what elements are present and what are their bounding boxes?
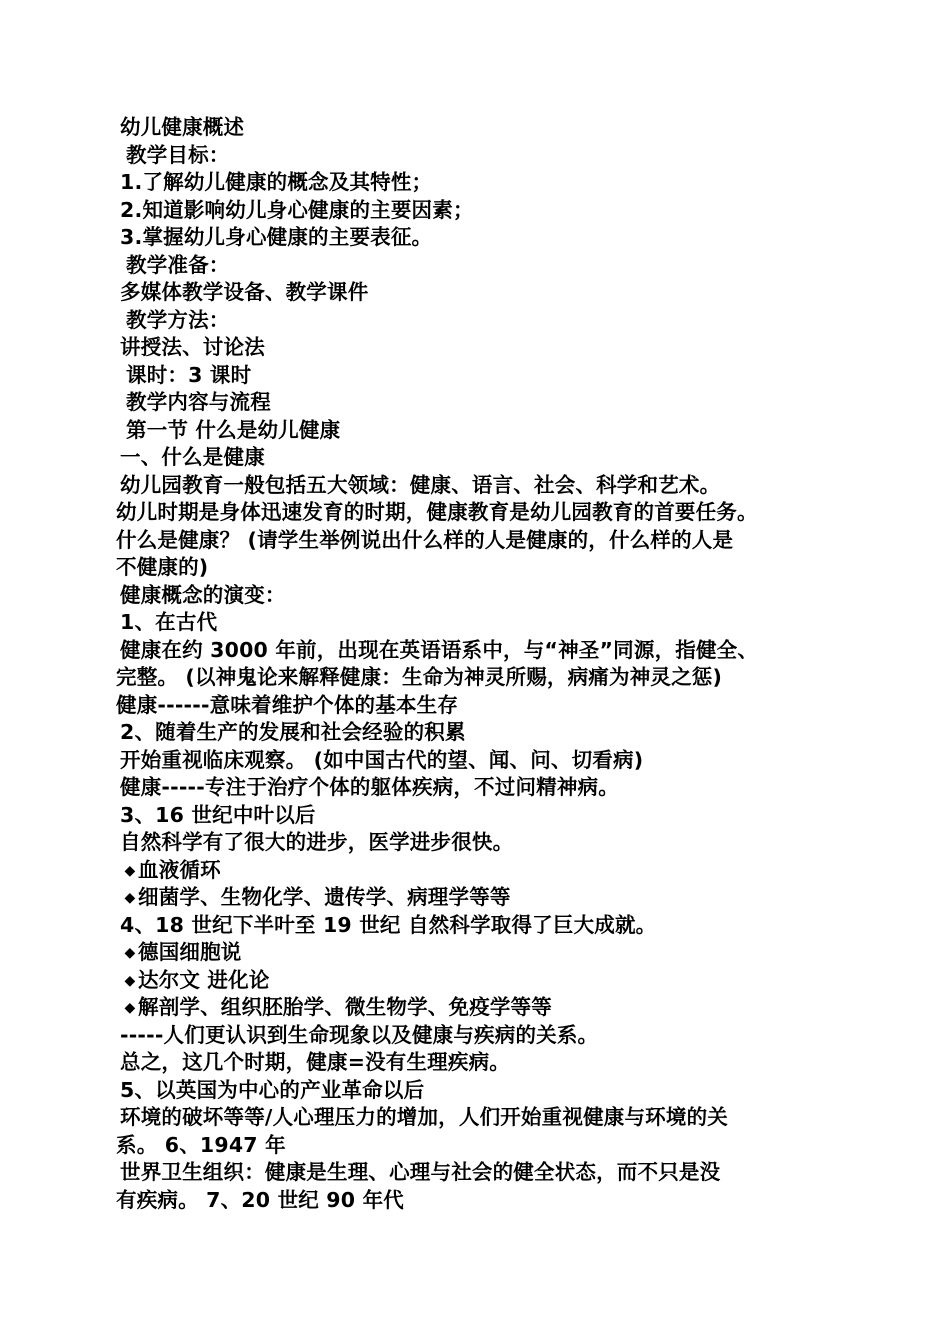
text-line: 课时：3 课时 (126, 362, 252, 387)
text-line: 多媒体教学设备、教学课件 (120, 280, 369, 304)
text-line: 健康------意味着维护个体的基本生存 (116, 692, 459, 717)
text-line: 讲授法、讨论法 (120, 335, 265, 359)
text-line: 3、16 世纪中叶以后 (120, 802, 316, 827)
text-line: 教学目标： (126, 142, 230, 167)
text-line: 教学方法： (126, 307, 230, 332)
text-line: 4、18 世纪下半叶至 19 世纪 自然科学取得了巨大成就。 (120, 912, 657, 937)
bullet-item (116, 967, 836, 995)
text-line: 1.了解幼儿健康的概念及其特性； (120, 170, 433, 194)
text-line: 环境的破坏等等/人心理压力的增加，人们开始重视健康与环境的关 (120, 1105, 728, 1129)
text-line: 教学内容与流程 (126, 390, 271, 414)
bullet-item (116, 884, 836, 912)
subsection-heading: 一、什么是健康 (120, 445, 265, 469)
document-body (116, 114, 836, 1214)
text-line: 教学准备： (126, 252, 230, 277)
text-line: 健康概念的演变： (120, 582, 286, 607)
text-line: 自然科学有了很大的进步，医学进步很快。 (120, 830, 514, 854)
text-line: 2、随着生产的发展和社会经验的积累 (120, 720, 466, 744)
document-title: 幼儿健康概述 (120, 115, 245, 139)
text-line: 世界卫生组织：健康是生理、心理与社会的健全状态，而不只是没 (120, 1160, 721, 1184)
text-line: 幼儿园教育一般包括五大领域：健康、语言、社会、科学和艺术。 (120, 472, 721, 497)
text-line: 不健康的) (116, 555, 209, 579)
text-line: 健康在约 3000 年前，出现在英语语系中，与“神圣”同源，指健全、 (120, 637, 759, 662)
diamond-bullet-icon: ◆ (124, 890, 136, 906)
text-line: 1、在古代 (120, 610, 218, 634)
text-line: 系。 6、1947 年 (116, 1132, 286, 1157)
bullet-text: 解剖学、组织胚胎学、微生物学、免疫学等等 (138, 995, 552, 1019)
bullet-text: 血液循环 (138, 857, 221, 882)
section-heading: 第一节 什么是幼儿健康 (126, 417, 341, 442)
diamond-bullet-icon: ◆ (124, 972, 136, 989)
bullet-text: 细菌学、生物化学、遗传学、病理学等等 (138, 885, 511, 909)
text-line: -----人们更认识到生命现象以及健康与疾病的关系。 (120, 1022, 599, 1047)
text-line: 2.知道影响幼儿身心健康的主要因素； (120, 197, 474, 222)
text-line: 什么是健康？ (请学生举例说出什么样的人是健康的，什么样的人是 (116, 527, 734, 552)
bullet-text: 德国细胞说 (138, 940, 242, 964)
diamond-bullet-icon: ◆ (124, 945, 136, 961)
text-line: 完整。 (以神鬼论来解释健康：生命为神灵所赐，病痛为神灵之惩) (116, 665, 723, 689)
diamond-bullet-icon: ◆ (124, 1000, 136, 1016)
bullet-item (116, 939, 836, 967)
text-line: 总之，这几个时期，健康=没有生理疾病。 (120, 1050, 510, 1074)
text-line: 有疾病。 7、20 世纪 90 年代 (116, 1187, 404, 1212)
text-line: 幼儿时期是身体迅速发育的时期，健康教育是幼儿园教育的首要任务。 (116, 500, 758, 524)
text-line: 健康-----专注于治疗个体的躯体疾病，不过问精神病。 (120, 775, 619, 799)
bullet-item (116, 994, 836, 1022)
diamond-bullet-icon: ◆ (124, 862, 136, 879)
text-line: 3.掌握幼儿身心健康的主要表征。 (120, 225, 433, 249)
bullet-item (116, 857, 836, 885)
text-line: 开始重视临床观察。 (如中国古代的望、闻、问、切看病) (120, 747, 644, 772)
bullet-text: 达尔文 进化论 (138, 967, 270, 992)
text-line: 5、以英国为中心的产业革命以后 (120, 1077, 425, 1102)
